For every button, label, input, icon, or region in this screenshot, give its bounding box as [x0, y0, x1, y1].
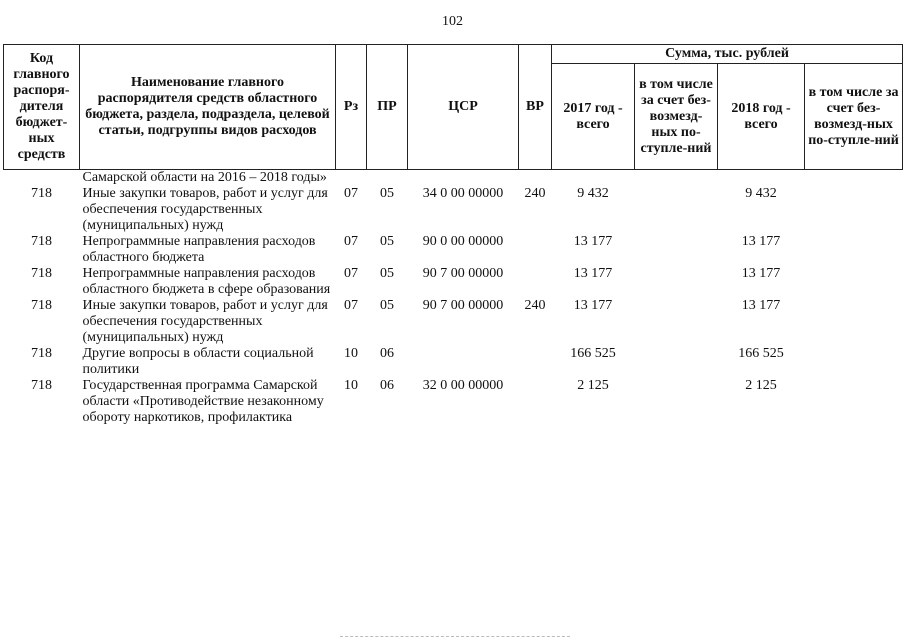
bottom-divider: [340, 636, 570, 637]
cell-sum-2017: 2 125: [577, 378, 609, 393]
cell-csr: 90 0 00 00000: [422, 234, 504, 249]
cell-pr: 05: [380, 186, 394, 201]
cell-name: Иные закупки товаров, работ и услуг для обеспечения государственных (муниципальных) нужд: [82, 298, 328, 345]
table-body: [4, 170, 903, 427]
header-incl-2018: в том числе за счет без-возмезд-ных по-ступле-ний: [805, 64, 903, 170]
cell-vr: [519, 234, 552, 266]
cell-incl-2017: [635, 186, 718, 234]
cell-pr: 06: [380, 346, 394, 361]
cell-sum-2018: 9 432: [745, 186, 777, 201]
cell-pr: 05: [380, 298, 394, 313]
cell-sum-2018: 13 177: [741, 298, 781, 313]
cell-sum-2017: 9 432: [577, 186, 609, 201]
table-header: [4, 45, 903, 170]
header-pr: ПР: [367, 45, 408, 170]
table-row: [4, 298, 903, 346]
cell-name: Непрограммные направления расходов областного бюджета: [82, 234, 316, 265]
cell-pr: 06: [380, 378, 394, 393]
header-sum: Сумма, тыс. рублей: [552, 45, 903, 64]
continuation-text: Самарской области на 2016 – 2018 годы»: [82, 170, 327, 185]
table-row: [4, 346, 903, 378]
cell-csr: 34 0 00 00000: [422, 186, 504, 201]
header-name: Наименование главного распорядителя средств областного бюджета, раздела, подраздела, целевой статьи, подгруппы видов расходов: [80, 45, 336, 170]
cell-incl-2017: [635, 266, 718, 298]
cell-vr: [519, 346, 552, 378]
cell-name: Государственная программа Самарской области «Противодействие незаконному обороту наркотиков, профилактика: [82, 378, 324, 425]
cell-sum-2017: 13 177: [573, 298, 613, 313]
cell-sum-2017: 166 525: [570, 346, 616, 361]
page-number: 102: [442, 14, 463, 29]
cell-csr: 32 0 00 00000: [422, 378, 504, 393]
header-incl-2017: в том числе за счет без-возмезд-ных по-ступле-ний: [635, 64, 718, 170]
header-total-2018: 2018 год - всего: [718, 64, 805, 170]
cell-incl-2018: [805, 266, 903, 298]
table-row: [4, 266, 903, 298]
cell-code: 718: [31, 346, 52, 361]
cell-name: Непрограммные направления расходов областного бюджета в сфере образования: [82, 266, 331, 297]
cell-rz: 07: [344, 298, 358, 313]
cell-incl-2018: [805, 298, 903, 346]
cell-incl-2017: [635, 346, 718, 378]
table-row: [4, 378, 903, 426]
cell-incl-2017: [635, 378, 718, 426]
cell-sum-2018: 13 177: [741, 266, 781, 281]
cell-code: 718: [31, 298, 52, 313]
cell-rz: 07: [344, 266, 358, 281]
continuation-row: [4, 170, 903, 187]
cell-sum-2018: 166 525: [738, 346, 784, 361]
cell-csr: [408, 346, 519, 378]
cell-sum-2018: 13 177: [741, 234, 781, 249]
cell-vr: [519, 378, 552, 426]
cell-csr: 90 7 00 00000: [422, 266, 504, 281]
cell-vr: [519, 266, 552, 298]
cell-code: 718: [31, 378, 52, 393]
cell-incl-2018: [805, 234, 903, 266]
cell-rz: 10: [344, 346, 358, 361]
cell-rz: 07: [344, 234, 358, 249]
cell-code: 718: [31, 234, 52, 249]
header-csr: ЦСР: [408, 45, 519, 170]
cell-code: 718: [31, 186, 52, 201]
header-rz: Рз: [336, 45, 367, 170]
header-vr: ВР: [519, 45, 552, 170]
budget-table: [3, 44, 903, 426]
cell-incl-2017: [635, 298, 718, 346]
cell-csr: 90 7 00 00000: [422, 298, 504, 313]
cell-name: Другие вопросы в области социальной политики: [82, 346, 314, 377]
cell-sum-2018: 2 125: [745, 378, 777, 393]
cell-rz: 07: [344, 186, 358, 201]
cell-sum-2017: 13 177: [573, 234, 613, 249]
cell-incl-2017: [635, 234, 718, 266]
table-row: [4, 234, 903, 266]
table-row: [4, 186, 903, 234]
cell-incl-2018: [805, 346, 903, 378]
cell-pr: 05: [380, 234, 394, 249]
cell-incl-2018: [805, 378, 903, 426]
cell-incl-2018: [805, 186, 903, 234]
cell-name: Иные закупки товаров, работ и услуг для обеспечения государственных (муниципальных) нужд: [82, 186, 328, 233]
cell-rz: 10: [344, 378, 358, 393]
header-total-2017: 2017 год - всего: [552, 64, 635, 170]
cell-vr: 240: [524, 298, 546, 313]
cell-vr: 240: [524, 186, 546, 201]
cell-code: 718: [31, 266, 52, 281]
header-code: Код главного распоря-дителя бюджет-ных средств: [4, 45, 80, 170]
cell-pr: 05: [380, 266, 394, 281]
cell-sum-2017: 13 177: [573, 266, 613, 281]
